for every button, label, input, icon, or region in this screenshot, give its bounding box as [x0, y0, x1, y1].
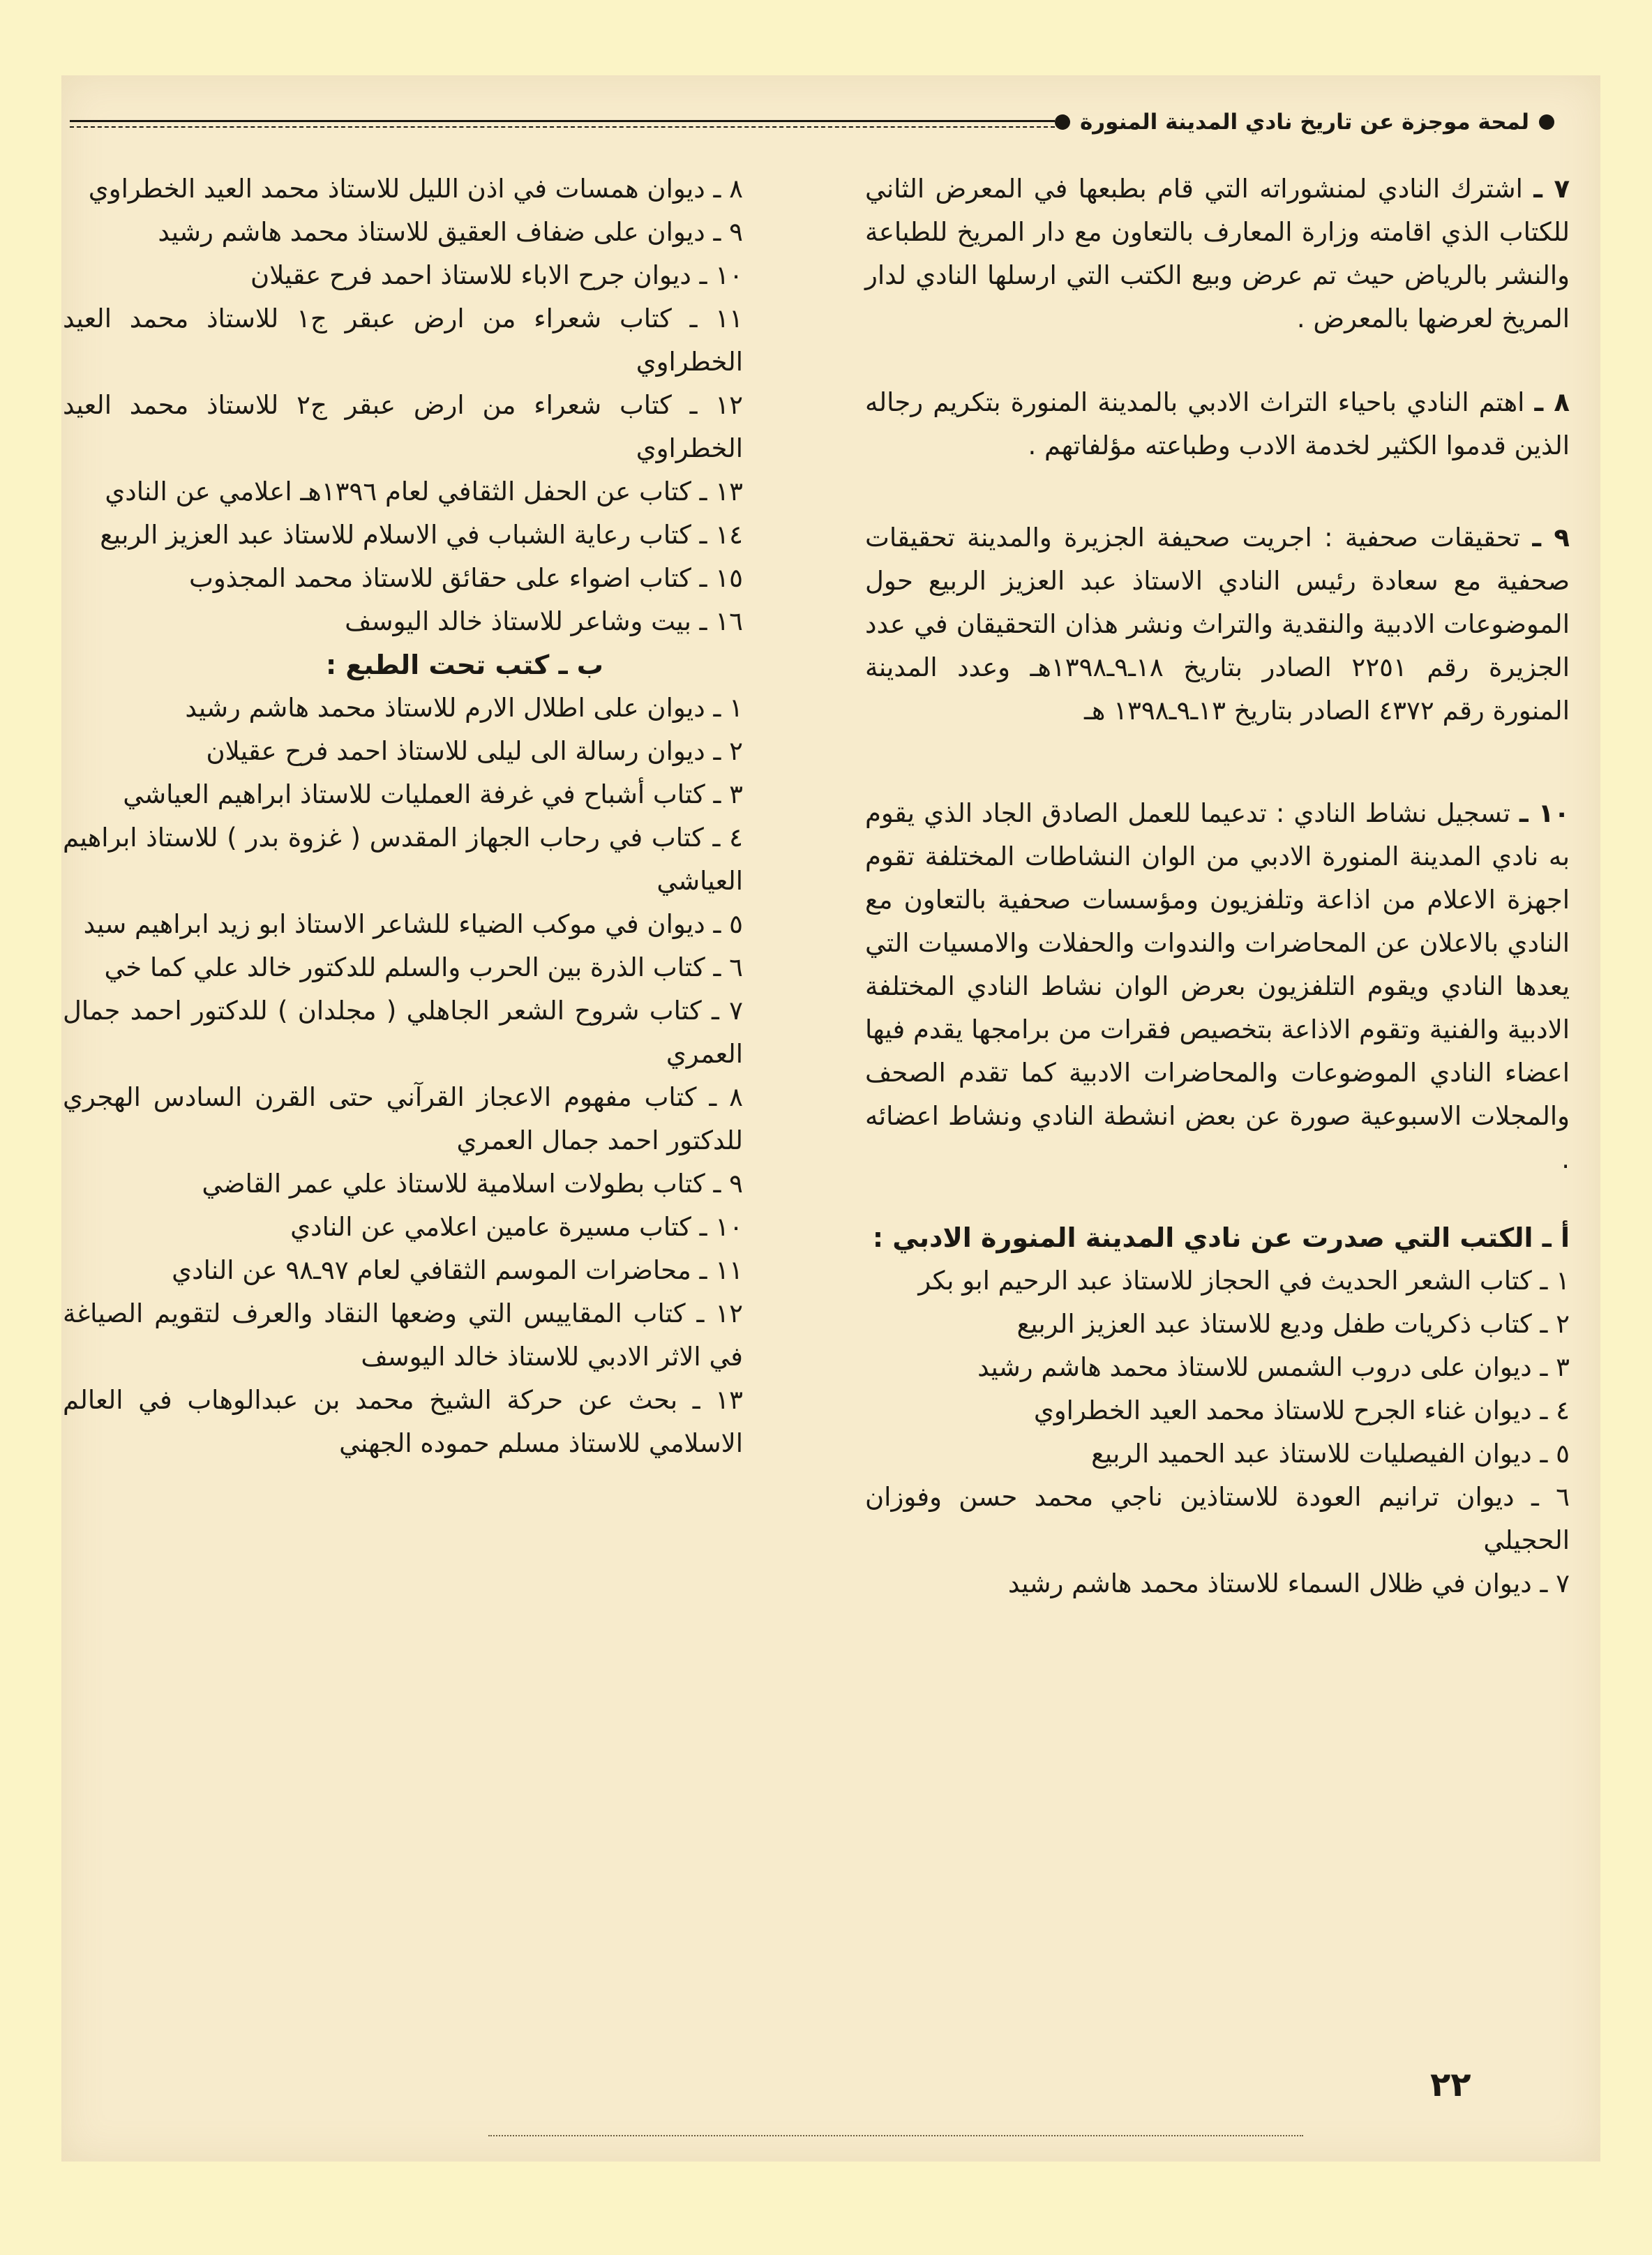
section-b-title: ب ـ كتب تحت الطبع :: [325, 650, 603, 680]
list-item: ٩ ـ ديوان على ضفاف العقيق للاستاذ محمد هاشم رشيد: [158, 217, 743, 247]
bullet-icon: [1539, 114, 1554, 130]
list-item: ٦ ـ كتاب الذرة بين الحرب والسلم للدكتور خالد علي كما خي: [104, 952, 743, 982]
list-item: ٢ ـ ديوان رسالة الى ليلى للاستاذ احمد فرح عقيلان: [206, 736, 743, 766]
header-title: لمحة موجزة عن تاريخ نادي المدينة المنورة: [1080, 110, 1529, 135]
list-item: ١٦ ـ بيت وشاعر للاستاذ خالد اليوسف: [345, 606, 743, 636]
paragraph-number: ٩ ـ: [1532, 523, 1570, 553]
list-item: ٤ ـ كتاب في رحاب الجهاز المقدس ( غزوة بدر ) للاستاذ ابراهيم العياشي: [63, 823, 743, 896]
paragraph-text: اهتم النادي باحياء التراث الادبي بالمدينة المنورة بتكريم رجاله الذين قدموا الكثير لخدمة الادب وطباعته مؤلفاتهم .: [865, 387, 1570, 460]
list-item: ٢ ـ كتاب ذكريات طفل وديع للاستاذ عبد العزيز الربيع: [1016, 1309, 1570, 1339]
list-item: ١٠ ـ كتاب مسيرة عامين اعلامي عن النادي: [290, 1212, 743, 1242]
left-column: [63, 167, 743, 1465]
list-item: ٤ ـ ديوان غناء الجرح للاستاذ محمد العيد الخطراوي: [1033, 1395, 1570, 1425]
list-item: ٧ ـ كتاب شروح الشعر الجاهلي ( مجلدان ) للدكتور احمد جمال العمري: [63, 996, 743, 1069]
paragraph-text: تحقيقات صحفية : اجريت صحيفة الجزيرة والمدينة تحقيقات صحفية مع سعادة رئيس النادي الاستاذ عبد العزيز الربيع حول الموضوعات الادبية والنقدية والتراث ونشر هذان التحقيقان في عدد الجزيرة رقم ٢٢٥١ الصادر بتاريخ ١٨ـ٩ـ١٣٩٨هـ وعدد المدينة المنورة رقم ٤٣٧٢ الصادر بتاريخ ١٣ـ٩ـ١٣٩٨ هـ: [865, 523, 1570, 726]
list-item: ١٣ ـ كتاب عن الحفل الثقافي لعام ١٣٩٦هـ اعلامي عن النادي: [105, 477, 743, 507]
list-item: ١٥ ـ كتاب اضواء على حقائق للاستاذ محمد المجذوب: [189, 563, 743, 593]
list-item: ٩ ـ كتاب بطولات اسلامية للاستاذ علي عمر القاضي: [202, 1169, 743, 1199]
list-item: ٧ ـ ديوان في ظلال السماء للاستاذ محمد هاشم رشيد: [1007, 1568, 1570, 1598]
header-rule: [70, 120, 1055, 128]
list-item: ١٢ ـ كتاب شعراء من ارض عبقر ج٢ للاستاذ محمد العيد الخطراوي: [63, 390, 744, 463]
list-item: ١ ـ كتاب الشعر الحديث في الحجاز للاستاذ عبد الرحيم ابو بكر: [918, 1266, 1570, 1296]
paragraph-9: [865, 516, 1570, 733]
paragraph-number: ٧ ـ: [1533, 174, 1570, 204]
page-header: [70, 105, 1554, 140]
right-column: [865, 167, 1570, 1605]
list-item: ١٢ ـ كتاب المقاييس التي وضعها النقاد والعرف لتقويم الصياغة في الاثر الادبي للاستاذ خالد اليوسف: [63, 1298, 743, 1372]
bottom-rule: [488, 2135, 1303, 2136]
list-item: ٥ ـ ديوان في موكب الضياء للشاعر الاستاذ ابو زيد ابراهيم سيد: [83, 909, 743, 939]
paragraph-number: ١٠ ـ: [1519, 798, 1570, 828]
list-item: ٨ ـ ديوان همسات في اذن الليل للاستاذ محمد العيد الخطراوي: [88, 174, 743, 204]
paragraph-8: [865, 381, 1570, 467]
list-item: ١١ ـ كتاب شعراء من ارض عبقر ج١ للاستاذ محمد العيد الخطراوي: [63, 304, 744, 377]
list-item: ٣ ـ كتاب أشباح في غرفة العمليات للاستاذ ابراهيم العياشي: [123, 779, 743, 809]
list-item: ١٤ ـ كتاب رعاية الشباب في الاسلام للاستاذ عبد العزيز الربيع: [100, 520, 743, 550]
paragraph-text: اشترك النادي لمنشوراته التي قام بطبعها في المعرض الثاني للكتاب الذي اقامته وزارة المعارف بالتعاون مع دار المريخ للطباعة والنشر بالرياض حيث تم عرض وبيع الكتب التي ارسلها النادي لدار المريخ لعرضها بالمعرض .: [865, 174, 1570, 334]
list-item: ٨ ـ كتاب مفهوم الاعجاز القرآني حتى القرن السادس الهجري للدكتور احمد جمال العمري: [63, 1082, 743, 1155]
list-item: ١٠ ـ ديوان جرح الاباء للاستاذ احمد فرح عقيلان: [250, 260, 743, 290]
list-item: ٣ ـ ديوان على دروب الشمس للاستاذ محمد هاشم رشيد: [977, 1352, 1570, 1382]
paragraph-10: [865, 792, 1570, 1181]
paragraph-number: ٨ ـ: [1534, 387, 1570, 417]
list-item: ١٣ ـ بحث عن حركة الشيخ محمد بن عبدالوهاب في العالم الاسلامي للاستاذ مسلم حموده الجهني: [63, 1385, 743, 1458]
list-item: ٦ ـ ديوان ترانيم العودة للاستاذين ناجي محمد حسن وفوزان الحجيلي: [865, 1482, 1570, 1555]
bullet-icon: [1055, 114, 1070, 130]
list-item: ١ ـ ديوان على اطلال الارم للاستاذ محمد هاشم رشيد: [185, 693, 743, 723]
list-item: ١١ ـ محاضرات الموسم الثقافي لعام ٩٧ـ٩٨ عن النادي: [172, 1255, 743, 1285]
list-item: ٥ ـ ديوان الفيصليات للاستاذ عبد الحميد الربيع: [1091, 1439, 1570, 1469]
section-a-title: أ ـ الكتب التي صدرت عن نادي المدينة المنورة الادبي :: [872, 1222, 1570, 1253]
page-number: ٢٢: [1430, 2065, 1471, 2104]
paragraph-7: [865, 167, 1570, 340]
paragraph-text: تسجيل نشاط النادي : تدعيما للعمل الصادق الجاد الذي يقوم به نادي المدينة المنورة الادبي من الوان النشاطات المختلفة تقوم اجهزة الاعلام من اذاعة وتلفزيون ومؤسسات صحفية بالتعاون مع النادي بالاعلان عن المحاضرات والندوات والحفلات والامسيات التي يعدها النادي ويقوم التلفزيون بعرض الوان نشاط النادي المختلفة الادبية والفنية وتقوم الاذاعة بتخصيص فقرات من برامجها يقدم فيها اعضاء النادي الموضوعات والمحاضرات الادبية كما تقدم الصحف والمجلات الاسبوعية صورة عن بعض انشطة النادي ونشاط اعضائه .: [865, 798, 1570, 1174]
